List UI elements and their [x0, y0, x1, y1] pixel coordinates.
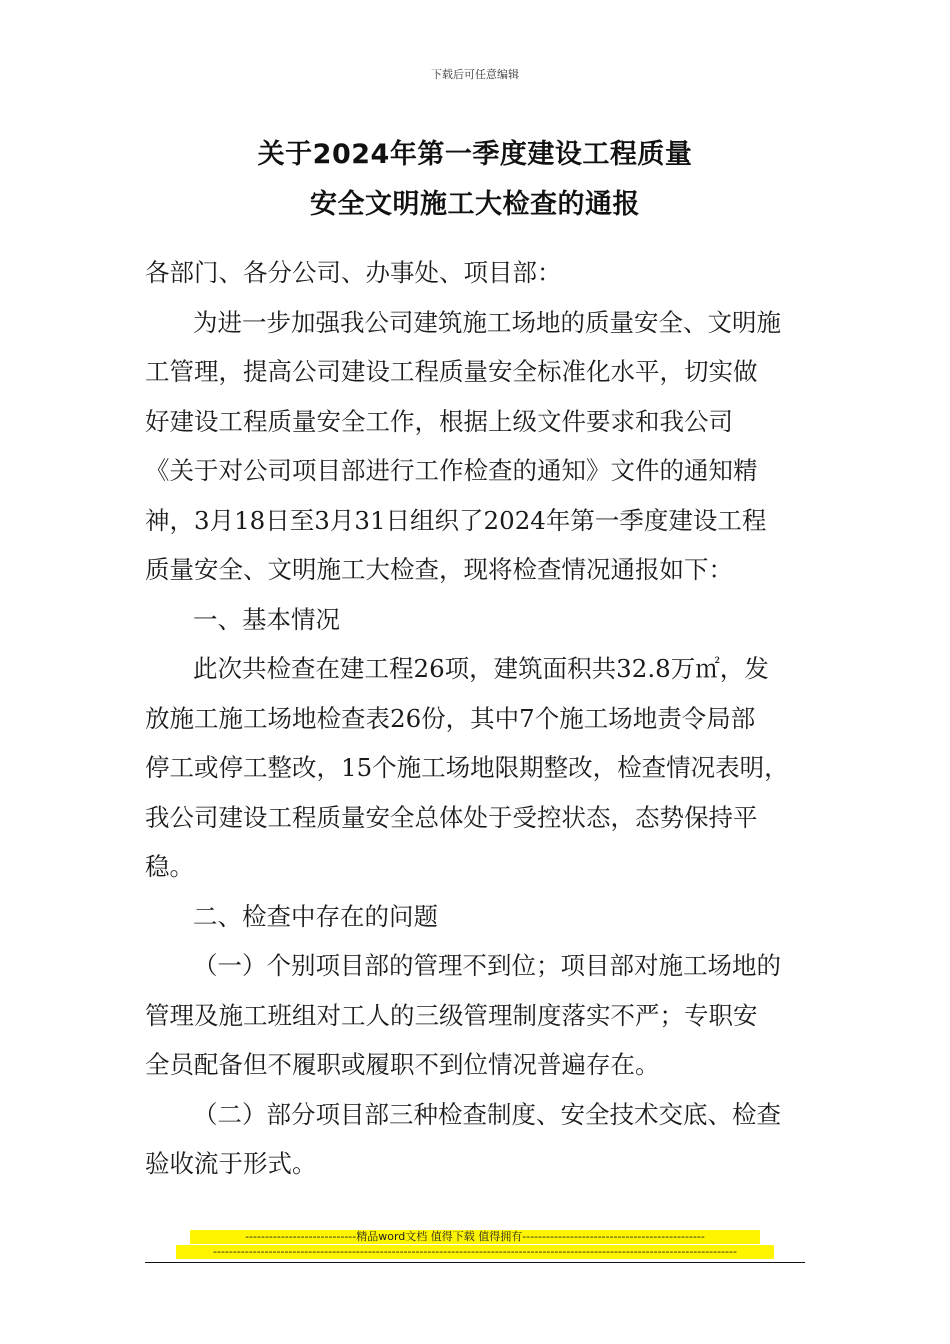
footer-rule: [145, 1262, 805, 1263]
paragraph-2-line: 停工或停工整改，15个施工场地限期整改，检查情况表明，: [145, 753, 789, 782]
section-2-heading: 二、检查中存在的问题: [193, 901, 438, 931]
footer-banner-line-2: [0, 1245, 950, 1263]
document-title-line-1: 关于2024年第一季度建设工程质量: [257, 139, 693, 170]
paragraph-4-line: 验收流于形式。: [145, 1149, 317, 1178]
paragraph-1-line: 《关于对公司项目部进行工作检查的通知》文件的通知精: [145, 456, 758, 485]
paragraph-1-line: 神，3月18日至3月31日组织了2024年第一季度建设工程: [145, 505, 767, 535]
paragraph-2-line: 稳。: [145, 852, 194, 881]
document-body: [145, 248, 810, 1189]
footer-banner-text-2: ------------------------------------------------------------------------------------------------------------------------------------: [176, 1245, 774, 1259]
paragraph-1-line: 好建设工程质量安全工作，根据上级文件要求和我公司: [145, 406, 733, 436]
paragraph-2-line: 此次共检查在建工程26项，建筑面积共32.8万㎡，发: [193, 654, 769, 683]
paragraph-1-line: 为进一步加强我公司建筑施工场地的质量安全、文明施: [193, 307, 781, 337]
paragraph-2-line: 我公司建设工程质量安全总体处于受控状态，态势保持平: [145, 802, 758, 832]
salutation: 各部门、各分公司、办事处、项目部：: [145, 258, 562, 287]
paragraph-3-line: 全员配备但不履职或履职不到位情况普遍存在。: [145, 1050, 660, 1079]
paragraph-2-line: 放施工施工场地检查表26份，其中7个施工场地责令局部: [145, 703, 756, 733]
footer-banner-text-1: ----------------------------精品word文档 值得下载 值得拥有----------------------------------------------: [190, 1230, 760, 1244]
header-note: 下载后可任意编辑: [431, 68, 519, 81]
paragraph-3-line: 管理及施工班组对工人的三级管理制度落实不严；专职安: [145, 1000, 758, 1030]
document-title-line-2: 安全文明施工大检查的通报: [310, 189, 640, 220]
paragraph-3-line: （一）个别项目部的管理不到位；项目部对施工场地的: [193, 951, 781, 980]
section-1-heading: 一、基本情况: [193, 604, 340, 634]
paragraph-1-line: 工管理，提高公司建设工程质量安全标准化水平，切实做: [145, 357, 758, 386]
paragraph-4-line: （二）部分项目部三种检查制度、安全技术交底、检查: [193, 1099, 781, 1129]
paragraph-1-line: 质量安全、文明施工大检查，现将检查情况通报如下：: [145, 555, 733, 584]
